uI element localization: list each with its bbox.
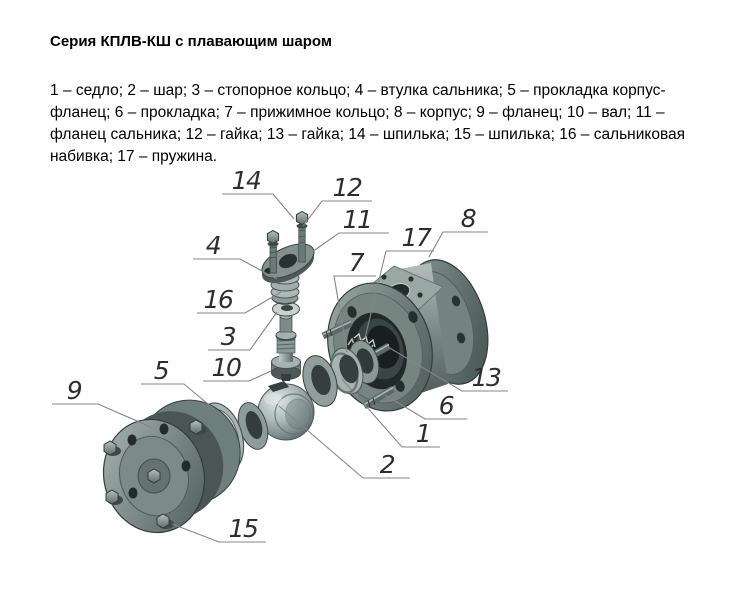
leader-line-3 — [208, 312, 277, 350]
callout-11: 11 — [342, 205, 372, 234]
leader-line-8 — [429, 232, 488, 257]
callout-3: 3 — [220, 322, 236, 351]
callout-8: 8 — [460, 204, 476, 233]
callout-17: 17 — [401, 223, 431, 252]
part-stem-assembly — [257, 212, 319, 382]
callout-15: 15 — [228, 514, 258, 543]
flange-hole — [129, 488, 138, 499]
callout-7: 7 — [348, 248, 364, 277]
part-stem-10 — [272, 313, 301, 381]
callout-16: 16 — [203, 285, 233, 314]
callout-6: 6 — [438, 391, 454, 420]
callout-14: 14 — [231, 166, 261, 195]
callout-2: 2 — [379, 450, 395, 479]
callout-4: 4 — [205, 231, 221, 260]
callout-13: 13 — [471, 363, 501, 392]
callout-5: 5 — [153, 356, 169, 385]
part-nut-12 — [267, 231, 278, 244]
callout-1: 1 — [415, 419, 431, 448]
callout-9: 9 — [66, 376, 82, 405]
callout-10: 10 — [211, 353, 241, 382]
flange-hole — [128, 435, 137, 446]
parts-list-paragraph: 1 – седло; 2 – шар; 3 – стопорное кольцо; 4 – втулка сальника; 5 – прокладка корпус-фланец; 6 – прокладка; 7 – прижимное кольцо; 8 – корпус; 9 – фланец; 10 – вал; 11 – фланец сальника; 12 – гайка; 13 – гайка; 14 – шпилька; 15 – шпилька; 16 – сальниковая набивка; 17 – пружина. — [50, 82, 686, 165]
callout-12: 12 — [332, 173, 362, 202]
flange-hole — [182, 461, 191, 472]
flange-hole — [160, 424, 169, 435]
page-title: Серия КПЛВ-КШ с плавающим шаром — [50, 33, 332, 50]
flange-center-nut — [148, 469, 160, 483]
leader-line-14 — [222, 194, 294, 219]
